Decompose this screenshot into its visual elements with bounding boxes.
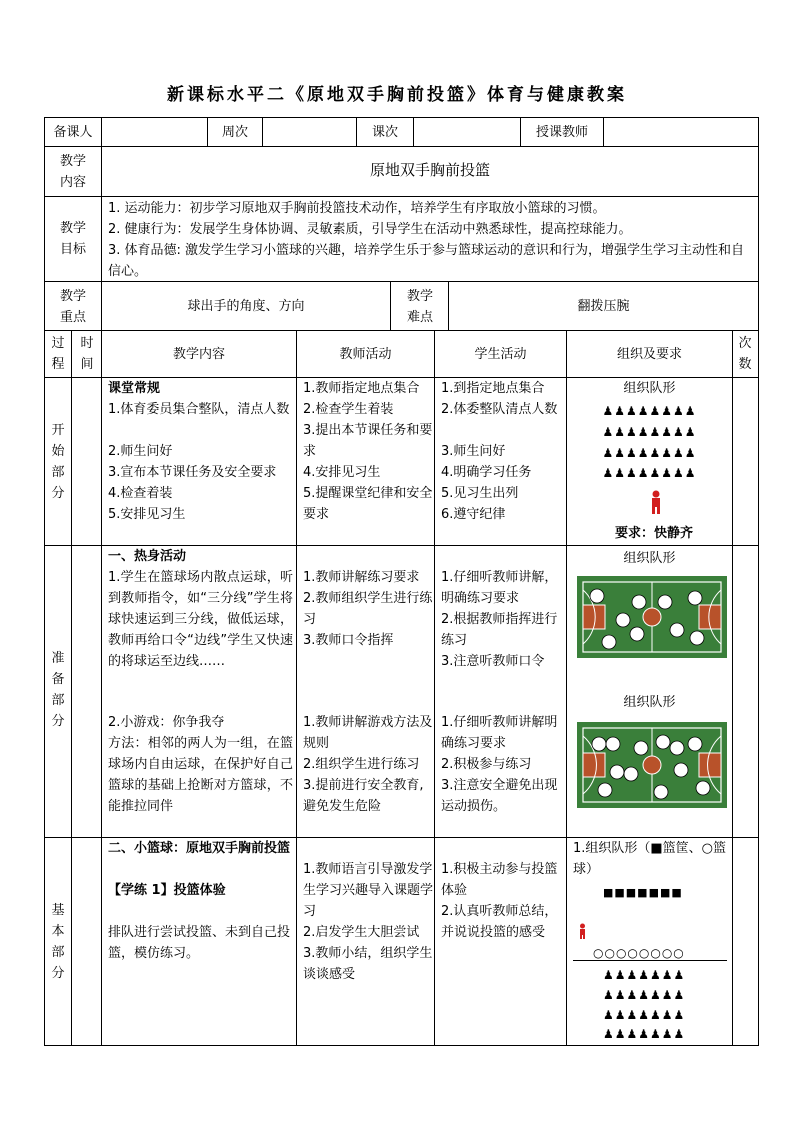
teacher-value bbox=[603, 117, 759, 147]
col-student-cell bbox=[434, 330, 567, 378]
prep-student-2-3: 3.注意安全避免出现运动损伤。 bbox=[441, 778, 558, 814]
start-content-cell bbox=[101, 377, 297, 546]
start-org-requirement: 要求：快静齐 bbox=[615, 526, 694, 541]
goals-cell bbox=[101, 196, 759, 282]
difficulty-cell bbox=[448, 281, 759, 331]
basic-time bbox=[71, 837, 102, 1046]
difficulty-label-cell bbox=[390, 281, 449, 331]
prep-org-title-1: 组织队形 bbox=[623, 551, 676, 566]
basic-student-1: 1.积极主动参与投篮体验 bbox=[441, 862, 558, 898]
start-content-5: 5.安排见习生 bbox=[108, 507, 186, 522]
page-title: 新课标水平二《原地双手胸前投篮》体育与健康教案 bbox=[167, 85, 627, 105]
basic-student-2: 2.认真听教师总结，并说说投篮的感受 bbox=[441, 904, 558, 940]
start-teacher-4: 4.安排见习生 bbox=[303, 465, 381, 480]
col-student: 学生活动 bbox=[474, 347, 527, 362]
col-teacher-cell bbox=[296, 330, 435, 378]
start-content-4: 4.检查着装 bbox=[108, 486, 173, 501]
start-student-3: 3.师生问好 bbox=[441, 444, 506, 459]
basic-content-sub: 【学练 1】投篮体验 bbox=[108, 883, 226, 898]
formation-row-2: ♟♟♟♟♟♟♟♟ bbox=[602, 425, 697, 439]
balls-row: ○○○○○○○○ bbox=[593, 946, 685, 960]
prep-student-2-1: 1.仔细听教师讲解明确练习要求 bbox=[441, 715, 558, 751]
prep-content-cell bbox=[101, 545, 297, 838]
difficulty-value: 翻拨压腕 bbox=[577, 299, 630, 314]
start-teacher-5: 5.提醒课堂纪律和安全要求 bbox=[303, 486, 433, 522]
col-content: 教学内容 bbox=[172, 347, 225, 362]
lesson-label: 课次 bbox=[371, 125, 398, 140]
lesson-label-cell bbox=[356, 117, 414, 147]
prep-teacher-2-3: 3.提前进行安全教育,避免发生危险 bbox=[303, 778, 424, 814]
col-time: 时间 bbox=[80, 336, 94, 372]
col-times-cell bbox=[732, 330, 759, 378]
col-content-cell bbox=[101, 330, 297, 378]
start-org-title: 组织队形 bbox=[623, 381, 676, 396]
start-content-1: 1.体育委员集合整队，清点人数 bbox=[108, 402, 290, 417]
basic-formation-row-3: ♟♟♟♟♟♟♟ bbox=[603, 1008, 686, 1022]
start-teacher-1: 1.教师指定地点集合 bbox=[303, 381, 420, 396]
prep-org-cell bbox=[566, 545, 733, 838]
prep-teacher-1-3: 3.教师口令指挥 bbox=[303, 633, 394, 648]
start-teacher-2: 2.检查学生着装 bbox=[303, 402, 394, 417]
lesson-value bbox=[413, 117, 521, 147]
start-time bbox=[71, 377, 102, 546]
start-student-4: 4.明确学习任务 bbox=[441, 465, 532, 480]
basic-label-cell bbox=[44, 837, 72, 1046]
prep-student-cell bbox=[434, 545, 567, 838]
content-label: 教学内容 bbox=[59, 154, 86, 190]
basic-content-cell bbox=[101, 837, 297, 1046]
keypoints-label-cell bbox=[44, 281, 102, 331]
content-value: 原地双手胸前投篮 bbox=[369, 161, 490, 179]
start-times bbox=[732, 377, 759, 546]
goal-item-1: 1. 运动能力：初步学习原地双手胸前投篮技术动作，培养学生有序取放小篮球的习惯。 bbox=[108, 201, 606, 216]
prep-teacher-cell bbox=[296, 545, 435, 838]
prep-label: 准备部分 bbox=[51, 651, 65, 729]
prep-student-1-1: 1.仔细听教师讲解，明确练习要求 bbox=[441, 570, 558, 606]
prep-org-title-2: 组织队形 bbox=[623, 695, 676, 710]
preparer-value bbox=[101, 117, 208, 147]
start-student-1: 1.到指定地点集合 bbox=[441, 381, 545, 396]
difficulty-label: 教学难点 bbox=[406, 289, 433, 325]
start-content-title: 课堂常规 bbox=[108, 381, 161, 396]
col-org-cell bbox=[566, 330, 733, 378]
basic-times bbox=[732, 837, 759, 1046]
col-process-cell bbox=[44, 330, 72, 378]
start-label: 开始部分 bbox=[51, 423, 65, 501]
basic-content-title: 二、小篮球：原地双手胸前投篮 bbox=[108, 841, 291, 856]
formation-row-1: ♟♟♟♟♟♟♟♟ bbox=[602, 404, 697, 418]
col-times: 次数 bbox=[738, 336, 752, 372]
basic-content-body: 排队进行尝试投篮、未到自己投篮，模仿练习。 bbox=[108, 925, 291, 961]
start-student-5: 5.见习生出列 bbox=[441, 486, 519, 501]
preparer-label-cell bbox=[44, 117, 102, 147]
teacher-figure-icon-2 bbox=[578, 923, 587, 939]
prep-teacher-1-2: 2.教师组织学生进行练习 bbox=[303, 591, 433, 627]
goals-label: 教学目标 bbox=[59, 221, 86, 257]
prep-teacher-2-1: 1.教师讲解游戏方法及规则 bbox=[303, 715, 433, 751]
teacher-label-cell bbox=[520, 117, 604, 147]
prep-student-1-3: 3.注意听教师口令 bbox=[441, 654, 545, 669]
formation-row-4: ♟♟♟♟♟♟♟♟ bbox=[602, 466, 697, 480]
keypoints-cell bbox=[101, 281, 391, 331]
prep-teacher-1-1: 1.教师讲解练习要求 bbox=[303, 570, 420, 585]
week-value bbox=[262, 117, 357, 147]
week-label-cell bbox=[207, 117, 263, 147]
prep-content-2: 2.小游戏：你争我夺 方法：相邻的两人为一组，在篮球场内自由运球，在保护好自己篮球的基础上抢断对方篮球，不能推拉同伴 bbox=[108, 715, 293, 814]
start-teacher-3: 3.提出本节课任务和要求 bbox=[303, 423, 433, 459]
col-process: 过程 bbox=[51, 336, 65, 372]
prep-time bbox=[71, 545, 102, 838]
goal-item-2: 2. 健康行为：发展学生身体协调、灵敏素质，引导学生在活动中熟悉球性，提高控球能力。 bbox=[108, 222, 632, 237]
col-teacher: 教师活动 bbox=[339, 347, 392, 362]
basic-formation-row-4: ♟♟♟♟♟♟♟ bbox=[603, 1027, 686, 1041]
formation-row-3: ♟♟♟♟♟♟♟♟ bbox=[602, 446, 697, 460]
teacher-figure-icon bbox=[649, 490, 663, 514]
basic-org-note: 1.组织队形（■篮筐、○篮球） bbox=[573, 841, 727, 877]
col-org: 组织及要求 bbox=[616, 347, 682, 362]
court-diagram-1 bbox=[577, 576, 727, 658]
hoops-row: ■■■■■■■ bbox=[603, 886, 683, 899]
prep-content-title: 一、热身活动 bbox=[108, 549, 187, 564]
week-label: 周次 bbox=[221, 125, 248, 140]
keypoints-value: 球出手的角度、方向 bbox=[187, 299, 305, 314]
preparer-label: 备课人 bbox=[53, 125, 93, 140]
content-label-cell bbox=[44, 146, 102, 197]
prep-label-cell bbox=[44, 545, 72, 838]
prep-teacher-2-2: 2.组织学生进行练习 bbox=[303, 757, 420, 772]
start-content-2: 2.师生问好 bbox=[108, 444, 173, 459]
start-student-6: 6.遵守纪律 bbox=[441, 507, 506, 522]
prep-student-2-2: 2.积极参与练习 bbox=[441, 757, 532, 772]
prep-times bbox=[732, 545, 759, 838]
start-student-cell bbox=[434, 377, 567, 546]
start-student-2: 2.体委整队清点人数 bbox=[441, 402, 558, 417]
court-diagram-2 bbox=[577, 722, 727, 808]
basic-org-cell bbox=[566, 837, 733, 1046]
basic-student-cell bbox=[434, 837, 567, 1046]
basic-teacher-cell bbox=[296, 837, 435, 1046]
col-time-cell bbox=[71, 330, 102, 378]
basic-label: 基本部分 bbox=[51, 903, 65, 981]
basic-formation-row-2: ♟♟♟♟♟♟♟ bbox=[603, 988, 686, 1002]
teacher-label: 授课教师 bbox=[535, 125, 588, 140]
content-value-cell bbox=[101, 146, 759, 197]
start-org-cell bbox=[566, 377, 733, 546]
prep-content-1: 1.学生在篮球场内散点运球，听到教师指令，如“三分线”学生将球快速运到三分线，做低运球，教师再给口令“边线”学生又快速的将球运至边线…… bbox=[108, 570, 293, 669]
basic-formation-row-1: ♟♟♟♟♟♟♟ bbox=[603, 968, 686, 982]
start-content-3: 3.宣布本节课任务及安全要求 bbox=[108, 465, 277, 480]
prep-student-1-2: 2.根据教师指挥进行练习 bbox=[441, 612, 558, 648]
start-label-cell bbox=[44, 377, 72, 546]
goals-label-cell bbox=[44, 196, 102, 282]
basic-teacher-3: 3.教师小结，组织学生谈谈感受 bbox=[303, 946, 433, 982]
start-teacher-cell bbox=[296, 377, 435, 546]
basic-teacher-2: 2.启发学生大胆尝试 bbox=[303, 925, 420, 940]
goal-item-3: 3. 体育品德: 激发学生学习小篮球的兴趣，培养学生乐于参与篮球运动的意识和行为，增强学生学习主动性和自信心。 bbox=[108, 243, 745, 279]
keypoints-label: 教学重点 bbox=[59, 289, 86, 325]
line-divider bbox=[573, 960, 727, 961]
basic-teacher-1: 1.教师语言引导激发学生学习兴趣导入课题学习 bbox=[303, 862, 434, 919]
